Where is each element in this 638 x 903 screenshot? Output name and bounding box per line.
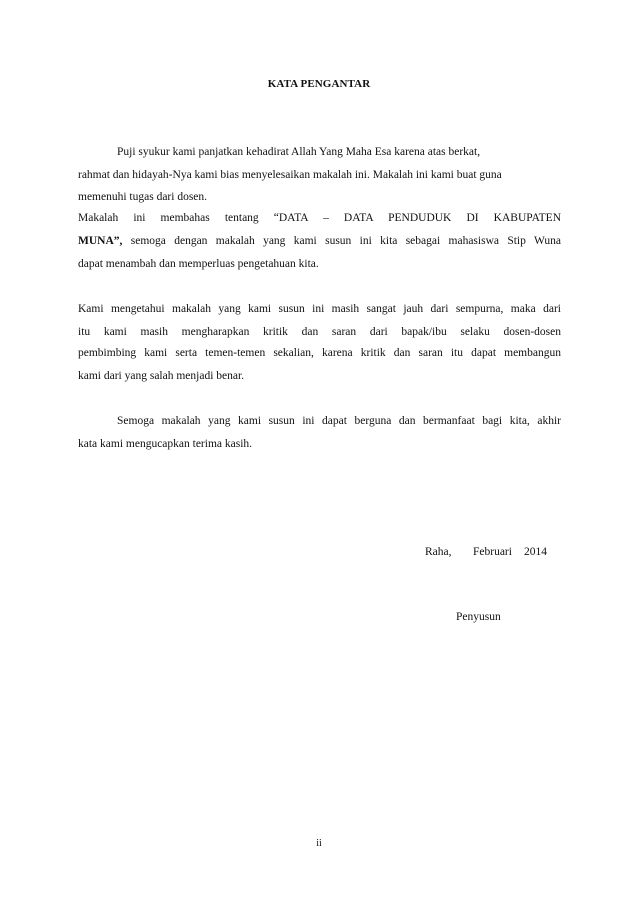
paragraph2-line2 [78,234,561,248]
paragraph2-line2-rest: semoga dengan makalah yang kami susun ini kita sebagai mahasiswa Stip Wuna [130,235,561,247]
paragraph3-line4: kami dari yang salah menjadi benar. [78,370,245,382]
paragraph1-line3: memenuhi tugas dari dosen. [78,191,208,203]
paragraph4-line1: Semoga makalah yang kami susun ini dapat berguna dan bermanfaat bagi kita, akhir [117,415,561,427]
paragraph3-line1: Kami mengetahui makalah yang kami susun ini masih sangat jauh dari sempurna, maka dari [78,303,561,315]
paragraph1-line1: Puji syukur kami panjatkan kehadirat Allah Yang Maha Esa karena atas berkat, [117,146,481,158]
paragraph2-line1-text: Makalah ini membahas tentang “DATA – DATA PENDUDUK DI KABUPATEN [78,212,561,224]
signature-month: Februari [473,546,512,558]
page-title: KATA PENGANTAR [267,78,371,90]
paragraph2-line3: dapat menambah dan memperluas pengetahuan kita. [78,258,319,270]
paragraph3-line3: pembimbing kami serta temen-temen sekalian, karena kritik dan saran itu dapat membangun [78,347,561,359]
paragraph2-line2-bold: MUNA”, [78,235,123,247]
signature-year: 2014 [524,546,547,558]
signature-author: Penyusun [456,611,501,623]
paragraph4-line2: kata kami mengucapkan terima kasih. [78,438,253,450]
page-number: ii [316,838,322,849]
paragraph2-line1 [78,211,561,225]
paragraph3-line2: itu kami masih mengharapkan kritik dan saran dari bapak/ibu selaku dosen-dosen [78,326,561,338]
paragraph1-line2: rahmat dan hidayah-Nya kami bias menyelesaikan makalah ini. Makalah ini kami buat guna [78,169,502,181]
signature-place: Raha, [425,546,452,558]
